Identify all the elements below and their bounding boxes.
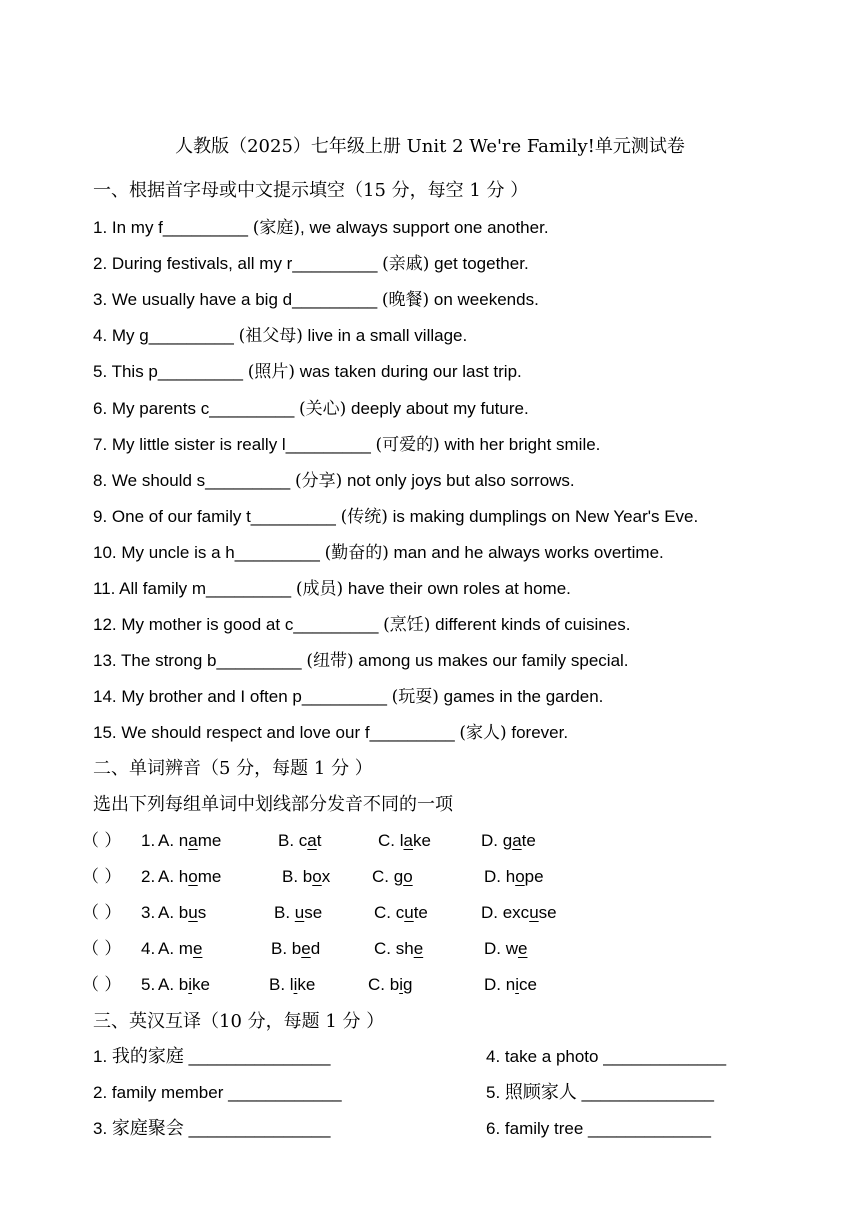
answer-blank[interactable]: _______________ <box>183 1119 331 1139</box>
answer-bracket[interactable]: （ ） <box>82 903 122 924</box>
option-d <box>481 830 536 852</box>
underlined-letters: u <box>294 903 305 923</box>
answer-bracket[interactable]: （ ） <box>82 831 122 851</box>
chinese-hint: (成员) <box>295 579 344 599</box>
item-text: 13. The strong b_________ <box>93 651 307 671</box>
fill-in-item <box>93 253 529 275</box>
option-a <box>158 830 221 852</box>
item-text: was taken during our last trip. <box>294 362 522 382</box>
option-text: te <box>413 903 428 923</box>
item-text: 5. This p_________ <box>93 362 248 382</box>
translation-item <box>93 1082 342 1104</box>
fill-in-item <box>93 289 539 311</box>
chinese-hint: (纽带) <box>306 651 354 672</box>
option-d <box>481 902 557 924</box>
item-text: different kinds of cuisines. <box>430 615 631 635</box>
choice-question <box>82 974 782 996</box>
option-text: B. c <box>278 831 308 850</box>
underlined-letters: e <box>192 939 203 959</box>
option-d <box>484 866 544 888</box>
option-a <box>158 902 206 924</box>
chinese-hint: (勤奋的) <box>324 542 389 563</box>
item-text: games in the garden. <box>438 687 604 707</box>
option-a <box>158 974 210 996</box>
item-text: 14. My brother and I often p_________ <box>93 687 392 707</box>
chinese-hint: (玩耍) <box>391 687 439 708</box>
answer-blank[interactable]: ______________ <box>576 1083 714 1103</box>
underlined-letters: i <box>188 975 193 995</box>
fill-in-item <box>93 578 571 600</box>
option-b <box>271 938 320 960</box>
option-text: A. n <box>158 831 189 850</box>
item-text: 4. My g_________ <box>93 326 239 346</box>
translation-item <box>93 1046 330 1068</box>
item-text: 12. My mother is good at c_________ <box>93 615 384 635</box>
option-b <box>282 866 330 888</box>
fill-in-item <box>93 434 600 456</box>
option-d <box>484 938 527 960</box>
underlined-letters: u <box>188 903 198 923</box>
underlined-letters: e <box>413 939 424 959</box>
answer-blank[interactable]: ____________ <box>223 1083 342 1103</box>
option-a <box>158 938 202 960</box>
choice-question <box>82 938 782 960</box>
option-text: t <box>316 831 322 850</box>
fill-in-item <box>93 470 575 492</box>
fill-in-item <box>93 722 568 744</box>
item-number: 1. <box>93 1047 112 1066</box>
translation-item <box>486 1118 711 1140</box>
item-number: 4. <box>486 1047 505 1066</box>
option-c <box>368 974 412 996</box>
underlined-letters: o <box>403 867 413 887</box>
underlined-letters: i <box>515 975 519 995</box>
answer-blank[interactable]: _______________ <box>183 1047 331 1066</box>
option-text: B. <box>274 903 295 923</box>
fill-in-item <box>93 361 522 383</box>
option-text: B. b <box>282 867 313 887</box>
item-text: deeply about my future. <box>346 398 529 418</box>
item-text: 我的家庭 <box>111 1046 184 1067</box>
option-text: D. g <box>481 831 513 850</box>
underlined-letters: e <box>301 939 311 959</box>
chinese-hint: (家人) <box>459 723 507 744</box>
underlined-letters: o <box>312 867 322 887</box>
fill-in-item <box>93 542 664 564</box>
option-text: pe <box>524 867 544 887</box>
translation-item <box>486 1082 714 1104</box>
option-text: me <box>197 867 222 887</box>
option-text: se <box>538 903 557 923</box>
section-3-heading: 三、英汉互译（10 分，每题 1 分 ） <box>93 1011 385 1032</box>
option-text: se <box>304 903 323 923</box>
item-text: 11. All family m_________ <box>93 579 296 598</box>
option-b <box>269 974 315 996</box>
fill-in-item <box>93 650 629 672</box>
option-text: D. n <box>484 975 516 995</box>
underlined-letters: u <box>404 903 414 923</box>
item-text: 1. In my f_________ <box>93 218 253 237</box>
item-text: family member <box>111 1083 224 1103</box>
question-number: 4. <box>141 939 156 959</box>
option-c <box>378 830 431 852</box>
item-text: 7. My little sister is really l_________ <box>93 434 376 454</box>
option-text: me <box>197 831 222 850</box>
underlined-letters: a <box>307 831 317 850</box>
choice-question <box>82 902 782 924</box>
item-number: 6. <box>486 1119 505 1139</box>
translation-item <box>486 1046 726 1068</box>
answer-blank[interactable]: _____________ <box>598 1047 727 1066</box>
fill-in-item <box>93 325 467 347</box>
option-a <box>158 866 221 888</box>
option-text: x <box>321 867 331 887</box>
chinese-hint: (可爱的) <box>375 434 440 455</box>
chinese-hint: (照片) <box>247 362 295 383</box>
underlined-letters: u <box>529 903 539 923</box>
option-text: B. b <box>271 939 302 959</box>
fill-in-item <box>93 614 630 636</box>
choice-question <box>82 830 782 852</box>
fill-in-item <box>93 217 549 239</box>
item-text: take a photo <box>504 1047 599 1066</box>
translation-item <box>93 1118 330 1140</box>
option-text: C. l <box>378 831 404 850</box>
question-number: 3. <box>141 903 156 923</box>
fill-in-item <box>93 686 603 708</box>
item-number: 5. <box>486 1083 505 1103</box>
answer-blank[interactable]: _____________ <box>583 1119 711 1139</box>
item-text: 10. My uncle is a h_________ <box>93 542 325 562</box>
item-number: 3. <box>93 1119 112 1139</box>
item-text: 15. We should respect and love our f_________ <box>93 723 460 743</box>
option-d <box>484 974 537 996</box>
item-text: among us makes our family special. <box>353 651 629 671</box>
option-c <box>372 866 413 888</box>
item-text: get together. <box>429 254 529 274</box>
underlined-letters: a <box>403 831 413 850</box>
option-text: D. w <box>484 939 518 959</box>
option-text: ke <box>192 975 210 995</box>
underlined-letters: o <box>188 867 198 887</box>
item-text: 家庭聚会 <box>111 1118 184 1140</box>
chinese-hint: (传统) <box>340 506 388 527</box>
option-text: A. b <box>158 903 189 923</box>
option-text: B. l <box>269 975 294 995</box>
option-text: D. exc <box>481 903 530 923</box>
chinese-hint: (家庭) <box>252 218 300 238</box>
item-text: 照顾家人 <box>504 1082 577 1104</box>
item-text: 2. During festivals, all my r_________ <box>93 254 383 274</box>
item-text: 6. My parents c_________ <box>93 398 300 418</box>
option-text: te <box>521 831 536 850</box>
item-text: on weekends. <box>429 290 539 310</box>
answer-bracket[interactable]: （ ） <box>82 975 122 996</box>
fill-in-item <box>93 398 529 420</box>
underlined-letters: a <box>512 831 522 850</box>
chinese-hint: (祖父母) <box>238 326 303 347</box>
item-text: with her bright smile. <box>439 434 601 454</box>
option-text: D. h <box>484 867 516 887</box>
option-text: ke <box>297 975 316 995</box>
item-text: live in a small village. <box>302 326 468 346</box>
chinese-hint: (分享) <box>294 470 343 491</box>
item-text: 8. We should s_________ <box>93 470 295 490</box>
option-text: C. c <box>374 903 405 923</box>
chinese-hint: (晚餐) <box>381 290 430 311</box>
option-c <box>374 902 428 924</box>
underlined-letters: a <box>188 831 198 850</box>
item-text: , we always support one another. <box>300 218 549 237</box>
option-text: A. m <box>158 939 193 959</box>
option-text: g <box>402 975 413 995</box>
page-title: 人教版（2025）七年级上册 Unit 2 We're Family!单元测试卷 <box>175 136 685 157</box>
chinese-hint: (亲戚) <box>382 254 430 275</box>
item-text: 9. One of our family t_________ <box>93 506 341 526</box>
section-2-heading: 二、单词辨音（5 分，每题 1 分 ） <box>93 758 373 779</box>
option-text: d <box>310 939 321 959</box>
underlined-letters: i <box>399 975 403 995</box>
question-number: 1. <box>141 831 156 850</box>
item-text: forever. <box>506 723 569 743</box>
option-b <box>274 902 322 924</box>
item-text: is making dumplings on New Year's Eve. <box>387 506 699 526</box>
option-c <box>374 938 423 960</box>
chinese-hint: (关心) <box>299 398 347 419</box>
option-text: ce <box>518 975 537 995</box>
question-number: 2. <box>141 867 156 887</box>
section-1-heading: 一、根据首字母或中文提示填空（15 分，每空 1 分 ） <box>93 180 529 201</box>
item-text: 3. We usually have a big d_________ <box>93 290 382 310</box>
item-text: have their own roles at home. <box>343 579 571 598</box>
option-text: C. sh <box>374 939 414 959</box>
option-text: C. b <box>368 975 400 995</box>
item-text: family tree <box>504 1119 584 1139</box>
option-text: A. h <box>158 867 189 887</box>
option-text: C. g <box>372 867 404 887</box>
chinese-hint: (烹饪) <box>383 615 431 636</box>
choice-question <box>82 866 782 888</box>
question-number: 5. <box>141 975 156 995</box>
fill-in-item <box>93 506 698 528</box>
underlined-letters: i <box>293 975 298 995</box>
option-text: s <box>197 903 207 923</box>
answer-bracket[interactable]: （ ） <box>82 867 122 888</box>
item-text: not only joys but also sorrows. <box>342 470 575 490</box>
section-2-instruction: 选出下列每组单词中划线部分发音不同的一项 <box>93 794 453 815</box>
item-number: 2. <box>93 1083 112 1103</box>
item-text: man and he always works overtime. <box>388 542 664 562</box>
option-text: ke <box>412 831 431 850</box>
underlined-letters: o <box>515 867 525 887</box>
underlined-letters: e <box>518 939 528 959</box>
option-text: A. b <box>158 975 189 995</box>
answer-bracket[interactable]: （ ） <box>82 939 122 960</box>
option-b <box>278 830 322 852</box>
